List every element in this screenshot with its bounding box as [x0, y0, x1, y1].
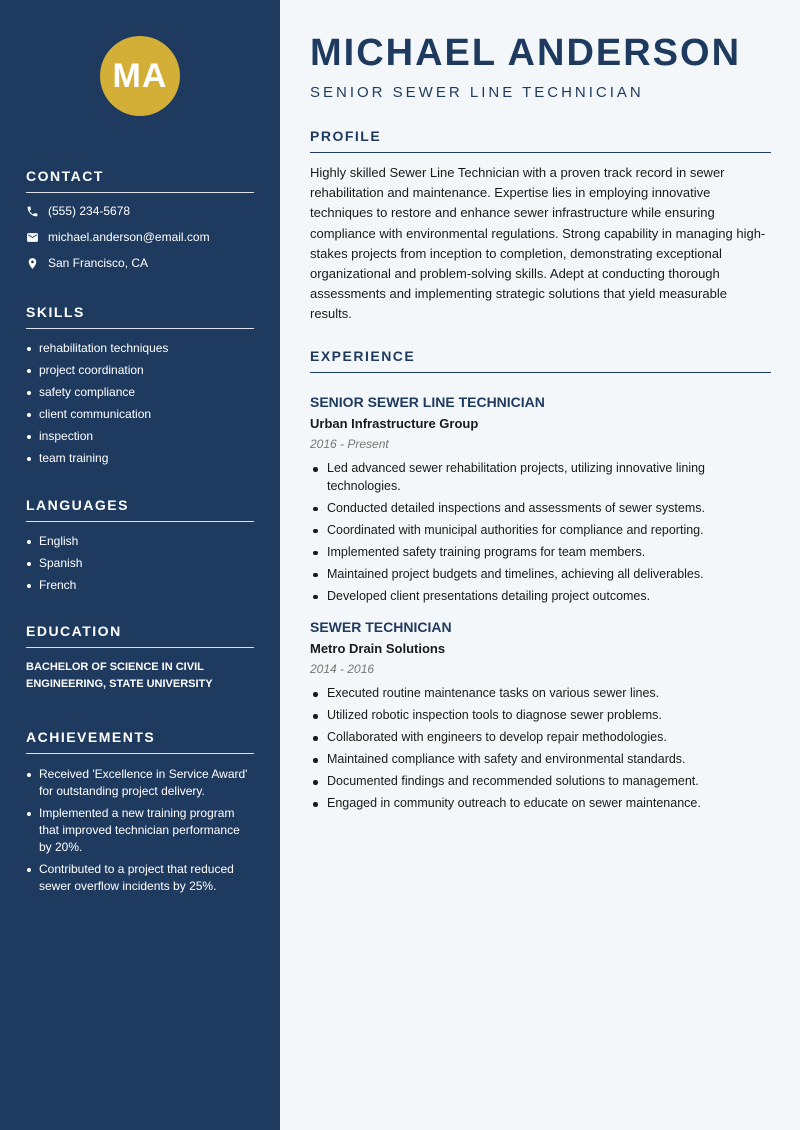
- profile-summary: Highly skilled Sewer Line Technician with a proven track record in sewer rehabilitation and maintenance. Expertise lies in employing innovative techniques to restore and enhance sewer infrastructure while ensuring compliance with environmental regulations. Strong capability in managing high-stakes projects from inception to completion, demonstrating exceptional organizational and problem-solving skills. Adept at conducting thorough assessments and implementing strategic solutions that yield measurable results.: [310, 165, 766, 322]
- profile-section: [310, 128, 771, 325]
- job-title: SEWER TECHNICIAN: [310, 619, 452, 635]
- education-section: [26, 623, 254, 693]
- skills-section: [26, 304, 254, 473]
- location-text: San Francisco, CA: [48, 256, 149, 270]
- job-bullet: Coordinated with municipal authorities for compliance and reporting.: [310, 522, 771, 540]
- language-item: English: [26, 534, 254, 549]
- profile-heading: PROFILE: [310, 128, 771, 153]
- languages-section: [26, 497, 254, 600]
- job-bullets: [310, 685, 771, 813]
- job-title: SENIOR SEWER LINE TECHNICIAN: [310, 394, 545, 410]
- job-bullet: Executed routine maintenance tasks on various sewer lines.: [310, 685, 771, 703]
- job-bullet: Implemented safety training programs for team members.: [310, 544, 771, 562]
- sidebar: [0, 0, 280, 1130]
- achievements-list: [26, 766, 254, 895]
- language-item: Spanish: [26, 556, 254, 571]
- skill-item: inspection: [26, 429, 254, 444]
- monogram-avatar: MA: [100, 36, 180, 116]
- skill-item: project coordination: [26, 363, 254, 378]
- skill-item: rehabilitation techniques: [26, 341, 254, 356]
- skill-item: safety compliance: [26, 385, 254, 400]
- job-bullet: Developed client presentations detailing project outcomes.: [310, 588, 771, 606]
- languages-heading: LANGUAGES: [26, 497, 254, 522]
- achievements-section: [26, 729, 254, 900]
- email-icon: [26, 231, 39, 244]
- contact-phone: [26, 203, 254, 219]
- job-entry: [310, 619, 771, 813]
- candidate-title: SENIOR SEWER LINE TECHNICIAN: [310, 84, 644, 101]
- job-company: Urban Infrastructure Group: [310, 416, 479, 431]
- email-text: michael.anderson@email.com: [48, 230, 210, 244]
- language-item: French: [26, 578, 254, 593]
- phone-text: (555) 234-5678: [48, 204, 131, 218]
- job-bullet: Engaged in community outreach to educate on sewer maintenance.: [310, 795, 771, 813]
- job-entry: [310, 394, 771, 605]
- skill-item: team training: [26, 451, 254, 466]
- achievements-heading: ACHIEVEMENTS: [26, 729, 254, 754]
- experience-heading: EXPERIENCE: [310, 348, 771, 373]
- job-dates: 2014 - 2016: [310, 662, 375, 676]
- achievement-item: Received 'Excellence in Service Award' for outstanding project delivery.: [26, 766, 254, 800]
- job-bullet: Documented findings and recommended solutions to management.: [310, 773, 771, 791]
- job-bullet: Conducted detailed inspections and assessments of sewer systems.: [310, 500, 771, 518]
- experience-section: [310, 348, 771, 817]
- job-bullet: Maintained compliance with safety and environmental standards.: [310, 751, 771, 769]
- skills-heading: SKILLS: [26, 304, 254, 329]
- contact-location: [26, 255, 254, 271]
- skill-item: client communication: [26, 407, 254, 422]
- job-bullets: [310, 460, 771, 605]
- job-bullet: Collaborated with engineers to develop repair methodologies.: [310, 729, 771, 747]
- languages-list: [26, 534, 254, 593]
- job-bullet: Utilized robotic inspection tools to diagnose sewer problems.: [310, 707, 771, 725]
- job-dates: 2016 - Present: [310, 437, 389, 451]
- contact-heading: CONTACT: [26, 168, 254, 193]
- candidate-name: MICHAEL ANDERSON: [310, 32, 742, 74]
- job-bullet: Led advanced sewer rehabilitation projects, utilizing innovative lining technologies.: [310, 460, 771, 495]
- achievement-item: Contributed to a project that reduced sewer overflow incidents by 25%.: [26, 861, 254, 895]
- job-bullet: Maintained project budgets and timelines, achieving all deliverables.: [310, 566, 771, 584]
- contact-email: [26, 229, 254, 245]
- education-degree: BACHELOR OF SCIENCE IN CIVIL ENGINEERING, STATE UNIVERSITY: [26, 661, 213, 690]
- phone-icon: [26, 205, 39, 218]
- achievement-item: Implemented a new training program that improved technician performance by 20%.: [26, 805, 254, 856]
- location-pin-icon: [26, 257, 39, 270]
- job-company: Metro Drain Solutions: [310, 641, 446, 656]
- education-heading: EDUCATION: [26, 623, 254, 648]
- contact-section: [26, 168, 254, 271]
- main-content: [280, 0, 800, 1130]
- skills-list: [26, 341, 254, 466]
